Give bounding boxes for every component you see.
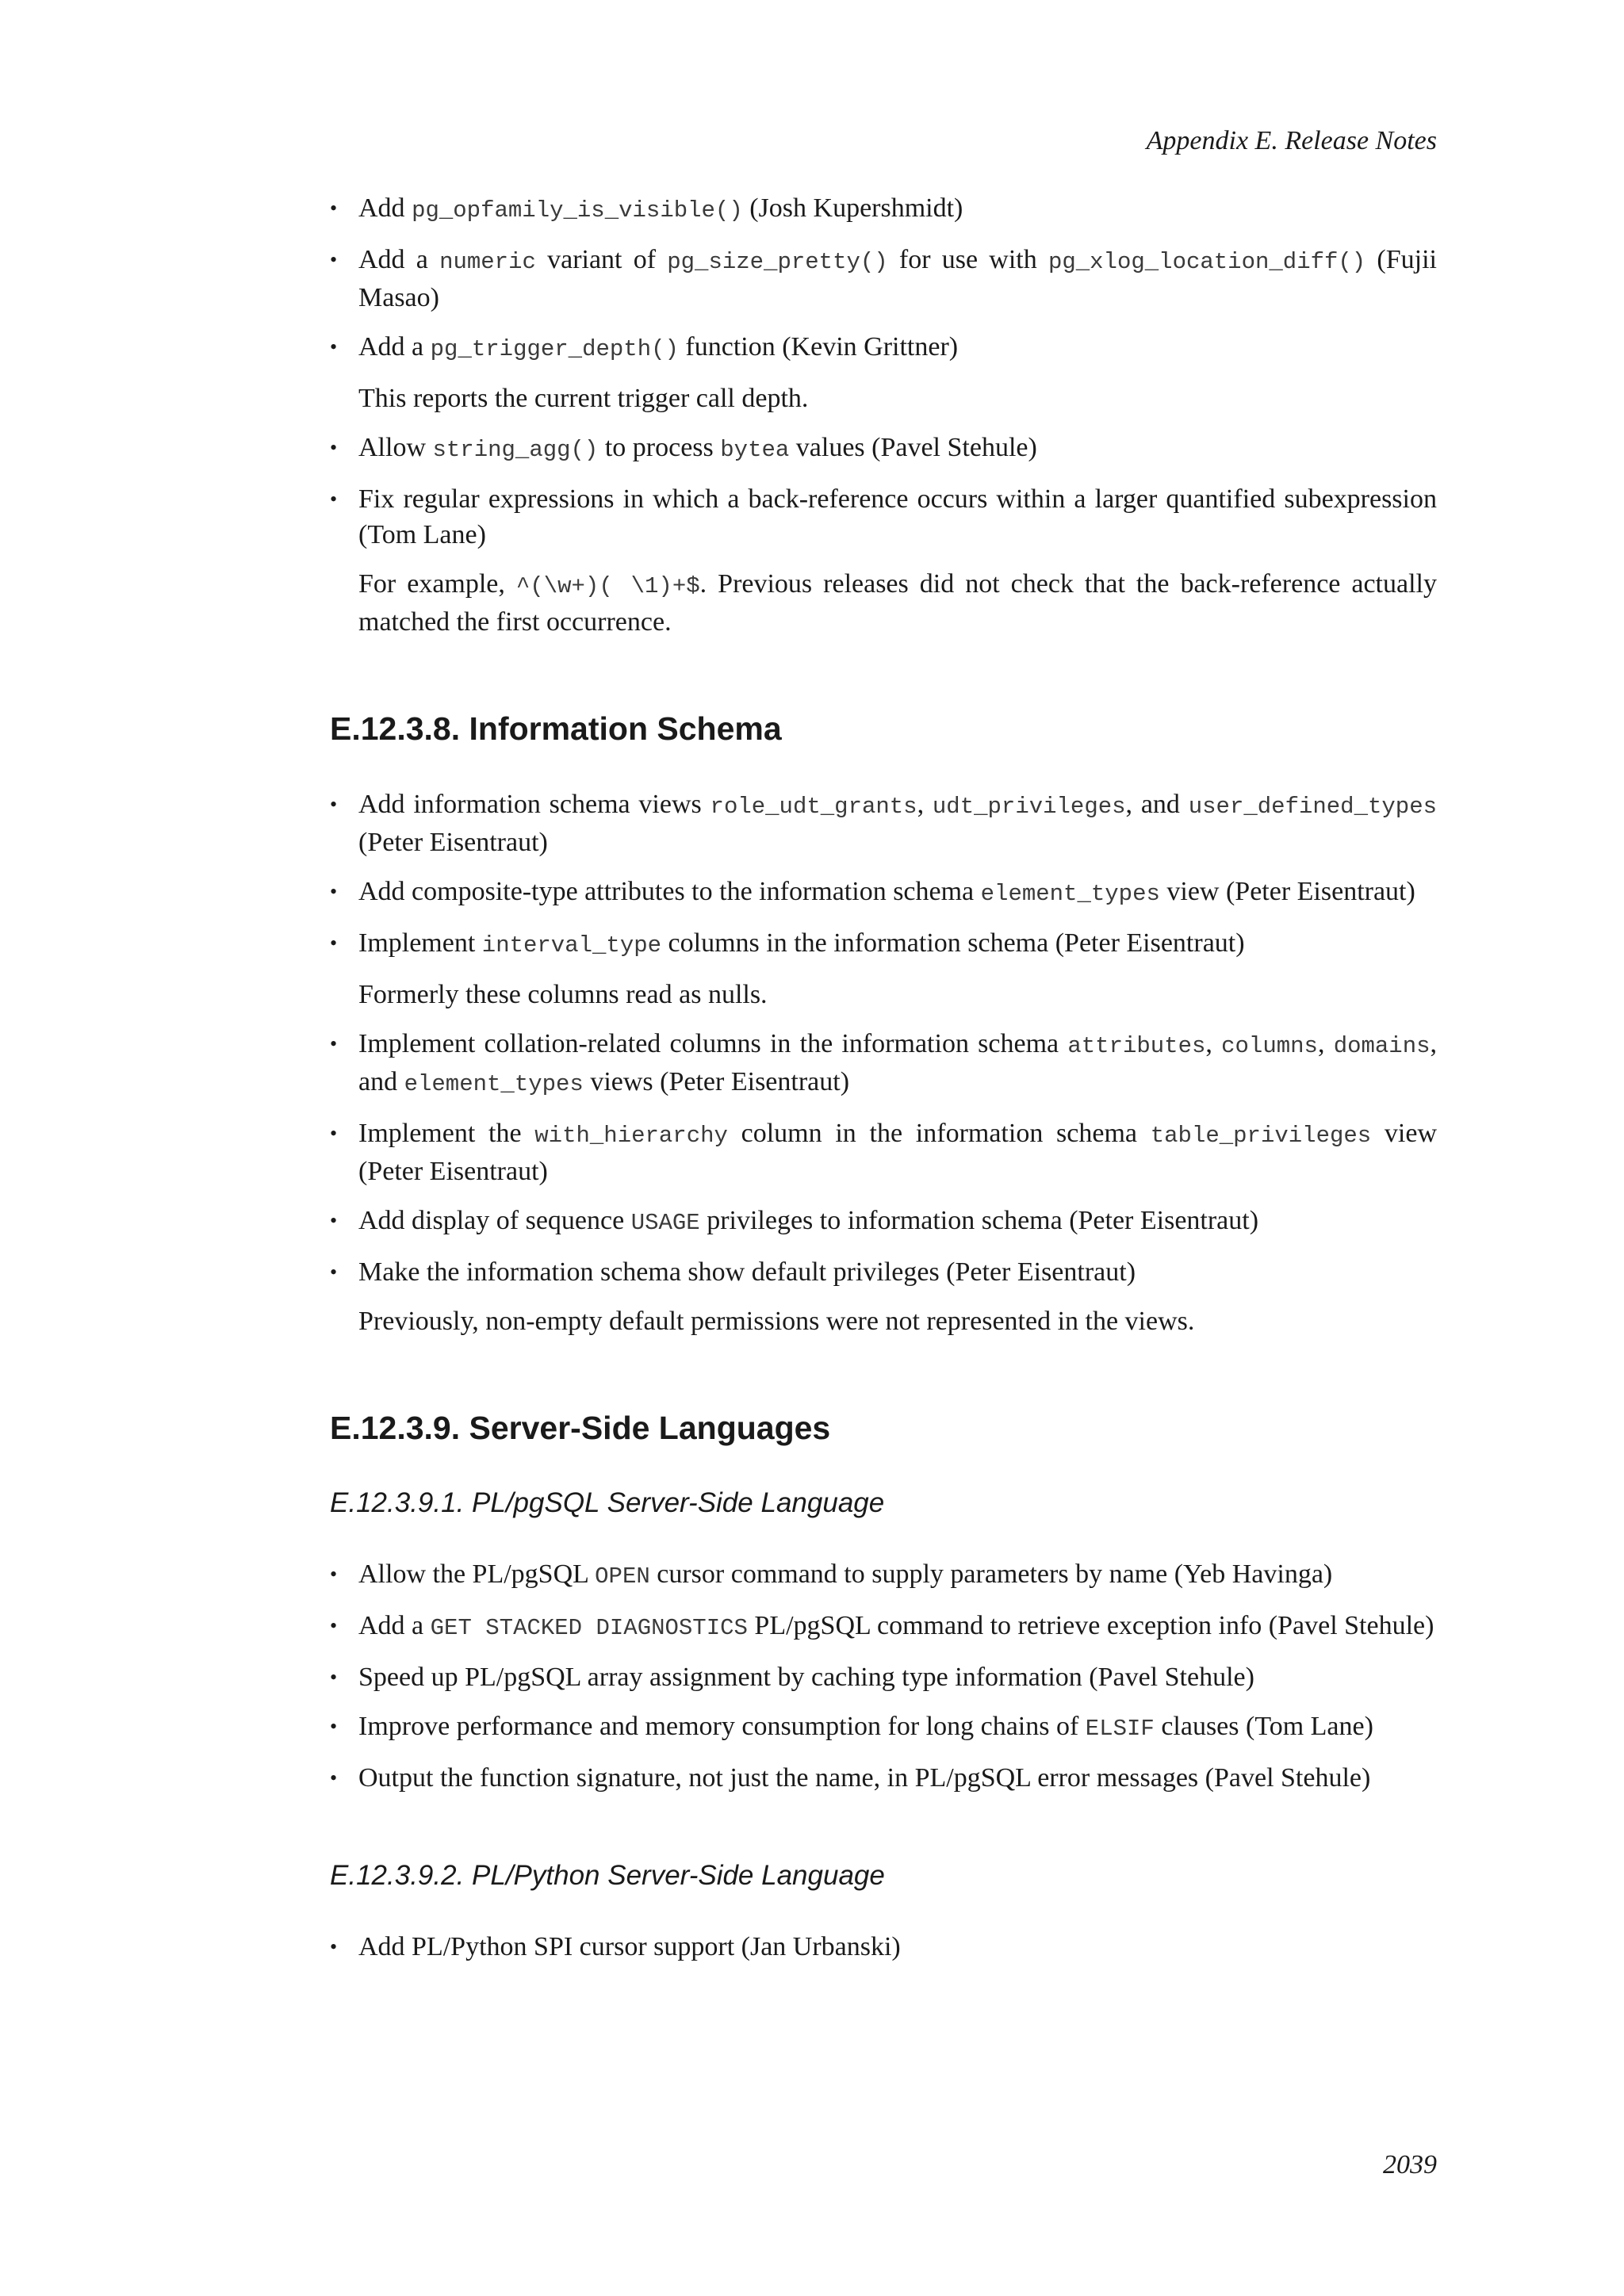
page-number: 2039 bbox=[1383, 2150, 1437, 2179]
function-name: pg_opfamily_is_visible() bbox=[412, 197, 743, 224]
function-name: string_agg() bbox=[432, 437, 599, 463]
function-name: pg_xlog_location_diff() bbox=[1048, 249, 1366, 275]
release-notes-list bbox=[330, 430, 1437, 553]
type-name: bytea bbox=[720, 437, 790, 463]
list-item: • Add information schema views role_udt_grants, udt_privileges, and user_defined_types (Peter Eisentraut) bbox=[330, 786, 1437, 860]
list-item: • Improve performance and memory consumption for long chains of ELSIF clauses (Tom Lane) bbox=[330, 1709, 1437, 1747]
page-content bbox=[330, 190, 1437, 1978]
item-note: Formerly these columns read as nulls. bbox=[358, 980, 768, 1009]
list-item: • Add a numeric variant of pg_size_pretty() for use with pg_xlog_location_diff() (Fujii Masao) bbox=[330, 242, 1437, 316]
view-name: user_defined_types bbox=[1188, 794, 1438, 820]
command-name: OPEN bbox=[595, 1563, 650, 1590]
list-item: • Fix regular expressions in which a back-reference occurs within a larger quantified subexpression (Tom Lane) bbox=[330, 481, 1437, 553]
view-name: attributes bbox=[1067, 1033, 1206, 1059]
list-item: • Implement interval_type columns in the information schema (Peter Eisentraut) bbox=[330, 925, 1437, 963]
list-item: • Add PL/Python SPI cursor support (Jan Urbanski) bbox=[330, 1929, 1437, 1965]
list-item: • Implement the with_hierarchy column in the information schema table_privileges view (Peter Eisentraut) bbox=[330, 1115, 1437, 1189]
section-heading: E.12.3.9. Server-Side Languages bbox=[330, 1410, 831, 1446]
list-item: • Add display of sequence USAGE privileges to information schema (Peter Eisentraut) bbox=[330, 1203, 1437, 1241]
view-name: element_types bbox=[980, 881, 1160, 907]
item-note: This reports the current trigger call depth. bbox=[358, 384, 809, 413]
view-name: element_types bbox=[404, 1071, 584, 1097]
regex-example: ^(\w+)( \1)+$ bbox=[515, 573, 700, 599]
list-item: • Add pg_opfamily_is_visible() (Josh Kupershmidt) bbox=[330, 190, 1437, 228]
type-name: numeric bbox=[439, 249, 536, 275]
view-name: domains bbox=[1333, 1033, 1431, 1059]
item-note: Previously, non-empty default permissions were not represented in the views. bbox=[358, 1307, 1195, 1336]
list-item: • Add a pg_trigger_depth() function (Kevin Grittner) bbox=[330, 329, 1437, 367]
view-name: table_privileges bbox=[1150, 1123, 1372, 1149]
function-name: pg_size_pretty() bbox=[667, 249, 888, 275]
command-name: GET STACKED DIAGNOSTICS bbox=[430, 1615, 748, 1641]
function-name: pg_trigger_depth() bbox=[430, 336, 679, 362]
subsection-heading: E.12.3.9.1. PL/pgSQL Server-Side Language bbox=[330, 1487, 885, 1518]
release-notes-list bbox=[330, 1929, 1437, 1965]
item-note: For example, ^(\w+)( \1)+$. Previous releases did not check that the back-reference actually matched the first occurrence. bbox=[358, 569, 1437, 637]
list-item: • Add a GET STACKED DIAGNOSTICS PL/pgSQL command to retrieve exception info (Pavel Stehule) bbox=[330, 1608, 1437, 1646]
release-notes-list bbox=[330, 786, 1437, 963]
keyword: ELSIF bbox=[1085, 1716, 1155, 1742]
list-item: • Speed up PL/pgSQL array assignment by caching type information (Pavel Stehule) bbox=[330, 1659, 1437, 1695]
section-heading: E.12.3.8. Information Schema bbox=[330, 710, 782, 747]
view-name: role_udt_grants bbox=[710, 794, 917, 820]
view-name: udt_privileges bbox=[932, 794, 1126, 820]
privilege-name: USAGE bbox=[630, 1210, 700, 1236]
subsection-heading: E.12.3.9.2. PL/Python Server-Side Language bbox=[330, 1860, 885, 1891]
list-item: • Make the information schema show default privileges (Peter Eisentraut) bbox=[330, 1254, 1437, 1290]
list-item: • Add composite-type attributes to the information schema element_types view (Peter Eisentraut) bbox=[330, 874, 1437, 912]
view-name: columns bbox=[1221, 1033, 1318, 1059]
column-name: interval_type bbox=[481, 932, 662, 959]
list-item: • Allow the PL/pgSQL OPEN cursor command to supply parameters by name (Yeb Havinga) bbox=[330, 1556, 1437, 1594]
column-name: with_hierarchy bbox=[534, 1123, 728, 1149]
release-notes-list bbox=[330, 1556, 1437, 1796]
running-header: Appendix E. Release Notes bbox=[1146, 126, 1437, 155]
release-notes-list bbox=[330, 1026, 1437, 1290]
list-item: • Allow string_agg() to process bytea values (Pavel Stehule) bbox=[330, 430, 1437, 468]
release-notes-list bbox=[330, 190, 1437, 367]
list-item: • Implement collation-related columns in the information schema attributes, columns, domains, and element_types views (Peter Eisentraut) bbox=[330, 1026, 1437, 1102]
list-item: • Output the function signature, not just the name, in PL/pgSQL error messages (Pavel Stehule) bbox=[330, 1760, 1437, 1796]
